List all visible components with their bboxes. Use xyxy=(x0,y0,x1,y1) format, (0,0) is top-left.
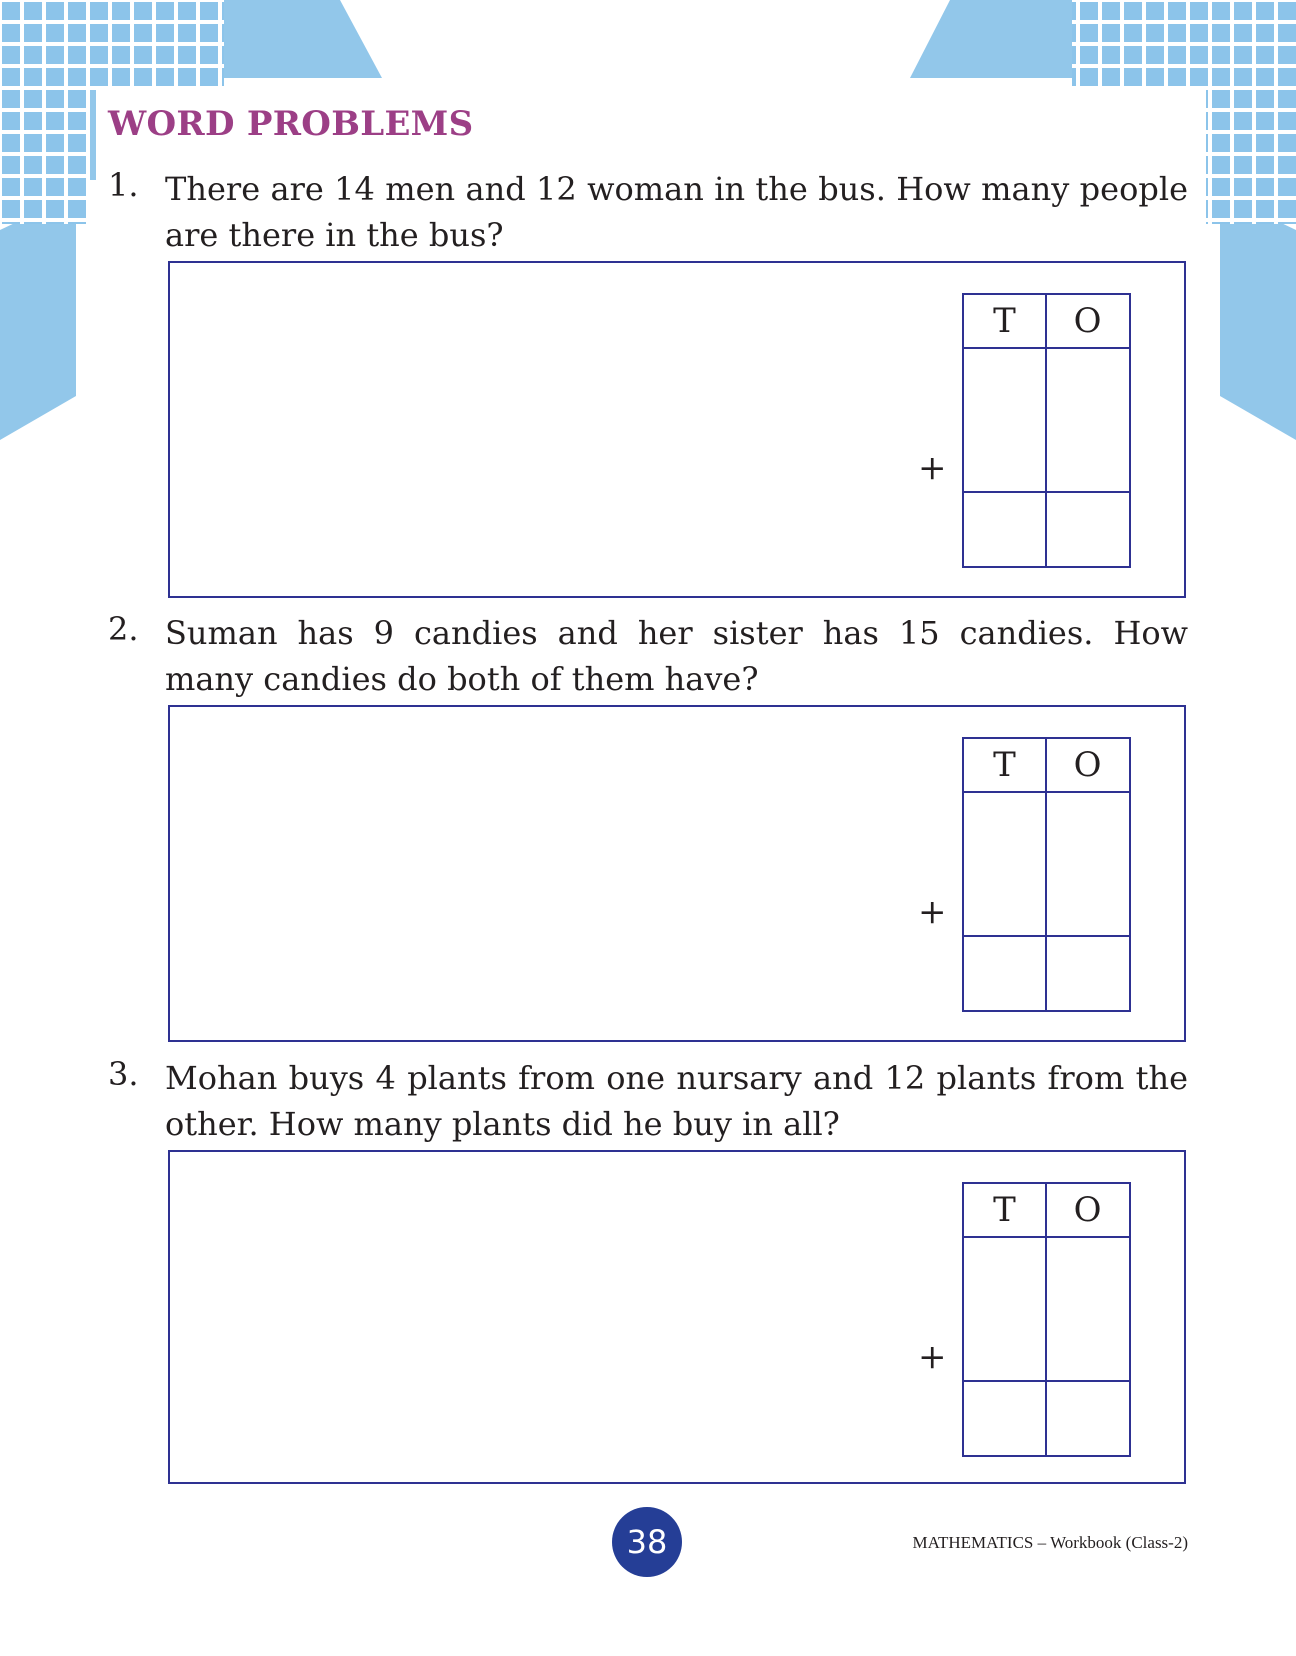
right-grid-side xyxy=(1206,90,1296,224)
tens-column-header: T xyxy=(993,1190,1016,1230)
question-1-number: 1. xyxy=(108,166,139,204)
tens-ones-grid[interactable] xyxy=(962,293,1131,568)
page-title: WORD PROBLEMS xyxy=(108,104,474,144)
tens-ones-grid[interactable] xyxy=(962,1182,1131,1457)
ones-column-header: O xyxy=(1073,301,1102,341)
ones-column-header: O xyxy=(1073,1190,1102,1230)
plus-sign: + xyxy=(918,892,947,932)
left-chevron-upper xyxy=(0,194,76,440)
question-2-answer-box[interactable] xyxy=(168,705,1186,1042)
question-3-number: 3. xyxy=(108,1055,139,1093)
question-1-text: There are 14 men and 12 woman in the bus. How many people are there in the bus? xyxy=(165,170,1188,254)
book-title-footer: MATHEMATICS – Workbook (Class-2) xyxy=(912,1533,1188,1552)
plus-sign: + xyxy=(918,448,947,488)
left-grid-side xyxy=(0,90,90,224)
tens-column-header: T xyxy=(993,301,1016,341)
plus-sign: + xyxy=(918,1337,947,1377)
tens-ones-grid[interactable] xyxy=(962,737,1131,1012)
question-1-answer-box[interactable] xyxy=(168,261,1186,598)
right-grid-top xyxy=(1072,0,1296,90)
question-3-text: Mohan buys 4 plants from one nursary and 12 plants from the other. How many plants did he buy in all? xyxy=(165,1059,1188,1143)
question-3-answer-box[interactable] xyxy=(168,1150,1186,1484)
question-2-number: 2. xyxy=(108,610,139,648)
ones-column-header: O xyxy=(1073,745,1102,785)
question-2-text: Suman has 9 candies and her sister has 15 candies. How many candies do both of them have? xyxy=(165,614,1188,698)
right-chevron-upper xyxy=(1220,194,1296,440)
page-number-badge: 38 xyxy=(612,1507,682,1577)
tens-column-header: T xyxy=(993,745,1016,785)
left-grid-top xyxy=(0,0,224,90)
